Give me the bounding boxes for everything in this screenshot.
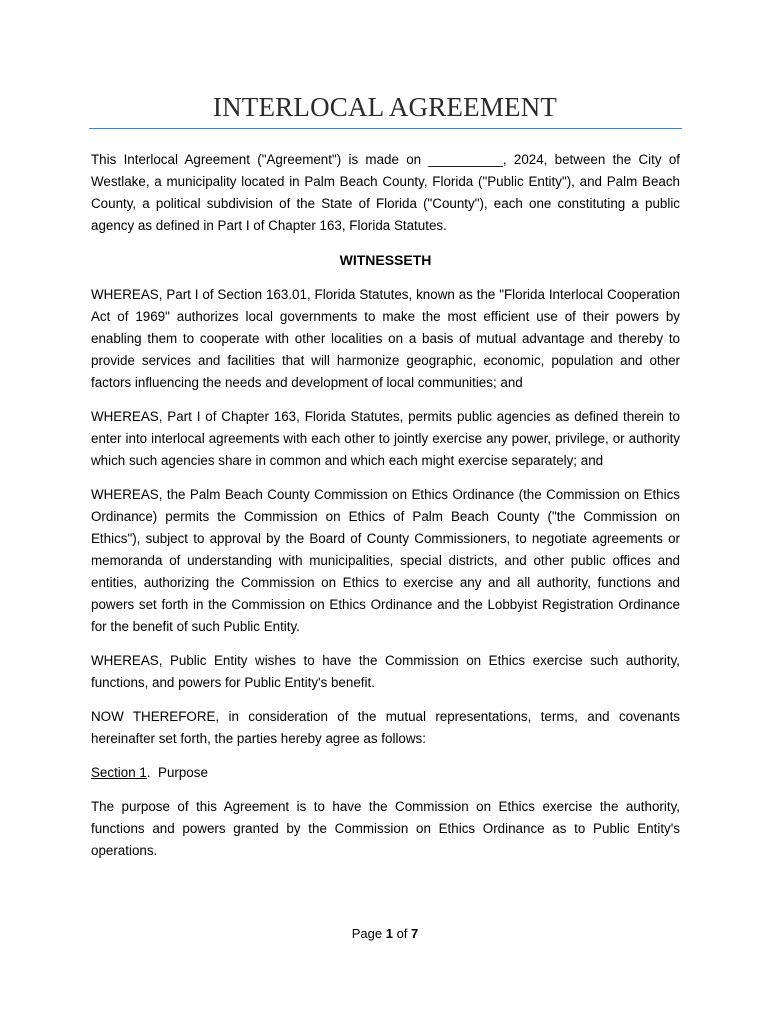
title-divider: [89, 128, 682, 129]
section-1-separator: .: [146, 765, 159, 780]
section-1-paragraph: The purpose of this Agreement is to have the Commission on Ethics exercise the authority, functions and powers granted by the Commission on Ethics Ordinance as to Public Entity's operations.: [91, 799, 680, 858]
whereas-paragraph-2: WHEREAS, Part I of Chapter 163, Florida Statutes, permits public agencies as defined therein to enter into interlocal agreements with each other to jointly exercise any power, privilege, or authority which such agencies share in common and which each might exercise separately; and: [91, 409, 680, 468]
whereas-paragraph-1: WHEREAS, Part I of Section 163.01, Florida Statutes, known as the "Florida Interlocal Cooperation Act of 1969" authorizes local governments to make the most efficient use of their powers by enabling them to cooperate with other localities on a basis of mutual advantage and thereby to provide services and facilities that will harmonize geographic, economic, population and other factors influencing the needs and development of local communities; and: [91, 287, 680, 390]
now-therefore-paragraph: NOW THEREFORE, in consideration of the mutual representations, terms, and covenants hereinafter set forth, the parties hereby agree as follows:: [91, 709, 680, 746]
document-title: INTERLOCAL AGREEMENT: [212, 92, 558, 122]
total-pages-number: 7: [411, 926, 419, 941]
page-word: Page: [351, 926, 386, 941]
whereas-paragraph-3: WHEREAS, the Palm Beach County Commission on Ethics Ordinance (the Commission on Ethics Ordinance) permits the Commission on Ethics of Palm Beach County ("the Commission on Ethics"), subject to approval by the Board of County Commissioners, to negotiate agreements or memoranda of understanding with municipalities, special districts, and other public offices and entities, authorizing the Commission on Ethics to exercise any and all authority, functions and powers set forth in the Commission on Ethics Ordinance and the Lobbyist Registration Ordinance for the benefit of such Public Entity.: [91, 487, 680, 634]
section-1-title: Purpose: [158, 765, 208, 780]
intro-paragraph: This Interlocal Agreement ("Agreement") is made on __________, 2024, between the City of Westlake, a municipality located in Palm Beach County, Florida ("Public Entity"), and Palm Beach County, a political subdivision of the State of Florida ("County"), each one constituting a public agency as defined in Part I of Chapter 163, Florida Statutes.: [91, 152, 680, 233]
whereas-paragraph-4: WHEREAS, Public Entity wishes to have the Commission on Ethics exercise such authority, functions, and powers for Public Entity's benefit.: [91, 653, 680, 690]
section-1-label: Section 1: [91, 765, 147, 780]
of-word: of: [392, 926, 412, 941]
section-1-heading: [91, 762, 680, 784]
witnesseth-heading: WITNESSETH: [339, 252, 432, 268]
document-body: [91, 149, 680, 874]
page-footer: [0, 926, 770, 941]
current-page-number: 1: [385, 926, 393, 941]
